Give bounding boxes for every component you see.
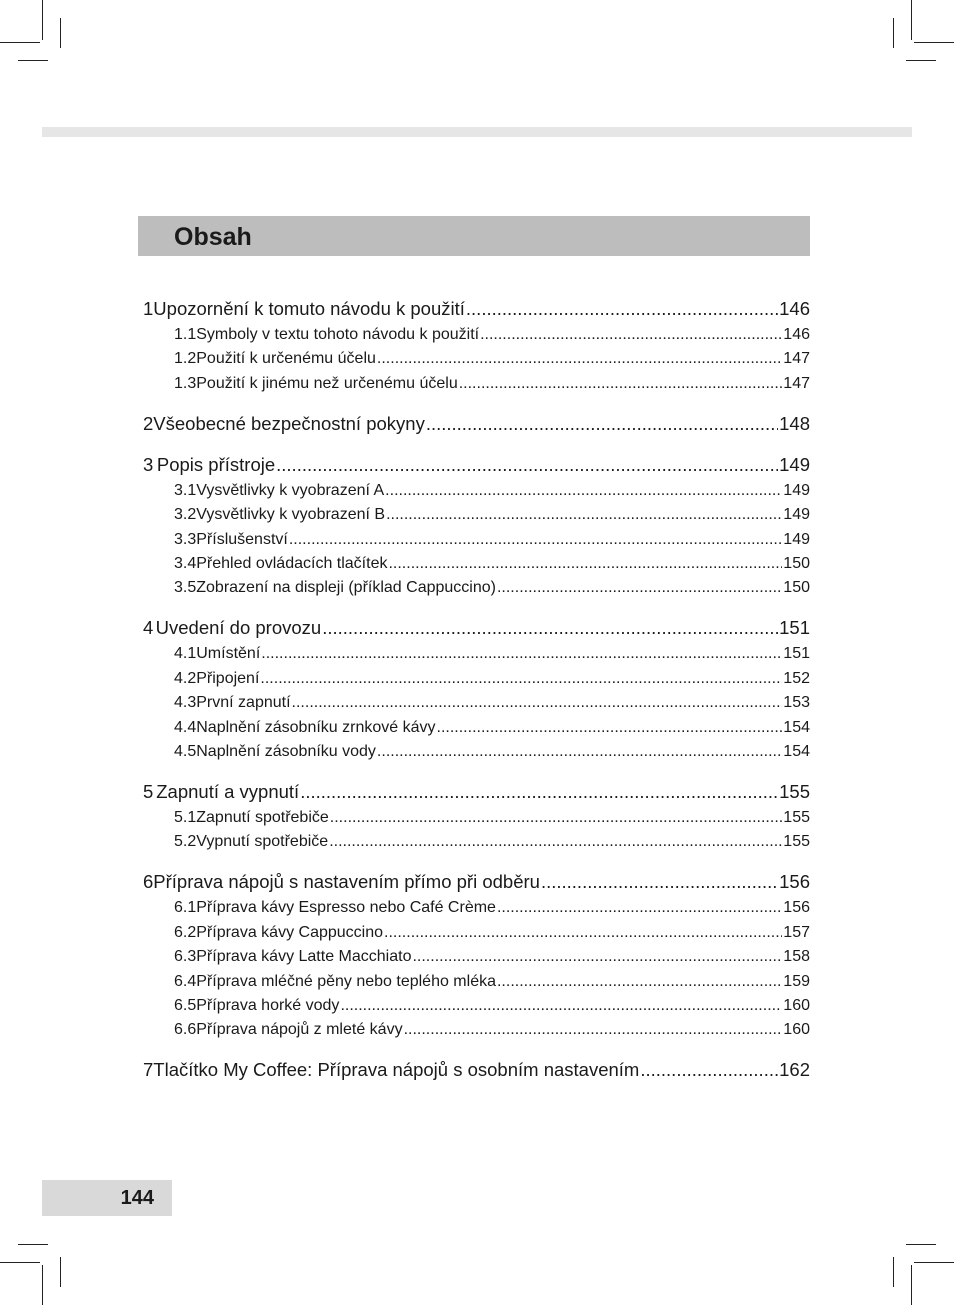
toc-num: 4.1 (174, 645, 197, 663)
toc-text: Přehled ovládacích tlačítek (196, 555, 388, 572)
toc-page: 151 (783, 645, 810, 663)
toc-section[interactable] (140, 973, 810, 991)
toc-num: 3.1 (174, 481, 197, 499)
toc-num: 1.1 (174, 326, 197, 343)
toc-page: 153 (783, 694, 810, 712)
toc-num: 4.2 (174, 669, 197, 687)
toc-section[interactable] (140, 719, 810, 737)
toc-leader-dots (437, 719, 783, 737)
toc-text: Zobrazení na displeji (příklad Cappuccino) (196, 579, 496, 597)
crop-mark (914, 42, 954, 43)
toc-leader-dots (640, 1059, 778, 1081)
toc-leader-dots (459, 375, 783, 393)
toc-text: Naplnění zásobníku zrnkové kávy (196, 718, 436, 736)
toc-section[interactable] (140, 743, 810, 761)
toc-section[interactable] (140, 506, 810, 524)
toc-num: 6 (143, 871, 154, 893)
crop-mark (911, 1265, 912, 1305)
toc-page: 152 (783, 669, 810, 687)
toc-section[interactable] (140, 833, 810, 851)
toc-section[interactable] (140, 899, 810, 917)
toc-page: 155 (779, 781, 810, 802)
toc-leader-dots (329, 833, 782, 851)
toc-page: 150 (783, 579, 810, 597)
toc-chapter[interactable] (140, 298, 810, 320)
toc-text: Příprava nápojů z mleté kávy (196, 1021, 403, 1039)
toc-text: Symboly v textu tohoto návodu k použití (196, 326, 480, 343)
toc-page: 146 (783, 326, 810, 343)
toc-text: Uvedení do provozu (155, 617, 322, 639)
toc-section[interactable] (140, 670, 810, 688)
toc-text: Popis přístroje (156, 453, 276, 475)
toc-section[interactable] (140, 326, 810, 344)
toc-text: Příprava kávy Latte Macchiato (196, 948, 412, 966)
toc-text: Použití k určenému účelu (196, 350, 376, 368)
toc-page: 151 (779, 617, 810, 639)
toc-text: Vysvětlivky k vyobrazení B (196, 506, 386, 524)
page-number-box (42, 1180, 172, 1216)
toc-section[interactable] (140, 375, 810, 393)
toc-num: 3.5 (174, 579, 197, 597)
toc-num: 6.1 (174, 899, 197, 917)
crop-mark (0, 1262, 40, 1263)
crop-mark (0, 42, 40, 43)
toc-text: Připojení (196, 669, 260, 687)
toc-section[interactable] (140, 694, 810, 712)
toc-leader-dots (300, 781, 778, 803)
crop-mark (906, 60, 936, 61)
toc-num: 7 (143, 1059, 154, 1081)
toc-text: Příprava kávy Cappuccino (196, 923, 384, 941)
toc-num: 3 (143, 453, 154, 475)
crop-mark (42, 1265, 43, 1305)
title-band (138, 216, 810, 256)
toc-text: Tlačítko My Coffee: Příprava nápojů s osobním nastavením (153, 1059, 640, 1081)
toc-num: 5.1 (174, 809, 197, 826)
toc-text: Zapnutí a vypnutí (156, 781, 300, 802)
toc-chapter[interactable] (140, 871, 810, 893)
toc-section[interactable] (140, 531, 810, 549)
toc-text: Všeobecné bezpečnostní pokyny (153, 412, 425, 434)
toc-leader-dots (541, 871, 778, 893)
toc-section[interactable] (140, 350, 810, 368)
toc-page: 149 (783, 506, 810, 524)
toc-section[interactable] (140, 924, 810, 942)
toc-page: 146 (779, 298, 810, 319)
toc-text: Příslušenství (196, 530, 288, 548)
crop-mark (18, 60, 48, 61)
crop-mark (911, 0, 912, 40)
toc-page: 157 (783, 923, 810, 941)
page-title: Obsah (174, 223, 252, 251)
toc-page: 159 (783, 972, 810, 990)
toc-page: 162 (779, 1059, 810, 1081)
toc-num: 1.2 (174, 350, 197, 368)
toc-page: 147 (783, 350, 810, 368)
toc-leader-dots (412, 948, 782, 966)
crop-mark (42, 0, 43, 40)
toc-num: 4 (143, 617, 154, 639)
header-bar (42, 127, 912, 137)
toc-page: 147 (783, 374, 810, 392)
toc-leader-dots (404, 1021, 783, 1039)
toc-page: 160 (783, 997, 810, 1014)
toc-num: 6.3 (174, 948, 197, 966)
crop-mark (60, 1257, 61, 1287)
toc-text: Příprava horké vody (196, 997, 340, 1014)
toc-section[interactable] (140, 948, 810, 966)
toc-text: Zapnutí spotřebiče (196, 809, 329, 826)
toc-text: Umístění (196, 645, 261, 663)
toc-num: 6.4 (174, 972, 197, 990)
toc-leader-dots (276, 454, 778, 476)
crop-mark (60, 18, 61, 48)
toc-section[interactable] (140, 809, 810, 827)
toc-text: Použití k jinému než určenému účelu (196, 374, 458, 392)
toc-text: Příprava nápojů s nastavením přímo při odběru (153, 871, 540, 893)
toc-leader-dots (466, 298, 778, 320)
toc-num: 3.2 (174, 506, 197, 524)
toc-page: 149 (779, 453, 810, 475)
toc-leader-dots (497, 899, 782, 917)
toc-num: 3.4 (174, 555, 197, 572)
toc-page: 155 (783, 809, 810, 826)
crop-mark (906, 1244, 936, 1245)
toc-page: 156 (779, 871, 810, 893)
toc-text: Vysvětlivky k vyobrazení A (196, 481, 385, 499)
toc-num: 1.3 (174, 374, 197, 392)
toc-chapter[interactable] (140, 413, 810, 435)
crop-mark (914, 1262, 954, 1263)
toc-num: 4.5 (174, 743, 197, 760)
toc-page: 160 (783, 1021, 810, 1039)
toc-leader-dots (377, 743, 782, 761)
toc-leader-dots (340, 997, 782, 1015)
toc-num: 3.3 (174, 530, 197, 548)
toc-chapter[interactable] (140, 454, 810, 476)
crop-mark (893, 1257, 894, 1287)
toc-page: 149 (783, 481, 810, 499)
toc-section[interactable] (140, 1021, 810, 1039)
page-number: 144 (120, 1187, 154, 1209)
toc-num: 5 (143, 781, 154, 802)
toc-text: První zapnutí (196, 694, 291, 712)
toc-num: 5.2 (174, 833, 197, 851)
toc-page: 154 (783, 743, 810, 760)
toc-leader-dots (426, 413, 778, 435)
toc-leader-dots (260, 670, 782, 688)
toc-chapter[interactable] (140, 617, 810, 639)
toc-section[interactable] (140, 555, 810, 573)
toc-num: 4.3 (174, 694, 197, 712)
toc-page: 154 (783, 718, 810, 736)
toc-page: 150 (783, 555, 810, 572)
toc-page: 148 (779, 412, 810, 434)
toc-leader-dots (385, 482, 782, 500)
toc-leader-dots (377, 350, 782, 368)
toc-leader-dots (261, 645, 782, 663)
toc-leader-dots (384, 924, 782, 942)
toc-page: 155 (783, 833, 810, 851)
toc-page: 156 (783, 899, 810, 917)
toc-leader-dots (497, 973, 782, 991)
toc-num: 6.5 (174, 997, 197, 1014)
toc-text: Příprava mléčné pěny nebo teplého mléka (196, 972, 496, 990)
toc-section[interactable] (140, 997, 810, 1015)
toc-page: 158 (783, 948, 810, 966)
toc-text: Příprava kávy Espresso nebo Café Crème (196, 899, 496, 917)
toc-num: 6.2 (174, 923, 197, 941)
toc-leader-dots (480, 326, 782, 344)
toc-page: 149 (783, 530, 810, 548)
toc-num: 6.6 (174, 1021, 197, 1039)
toc-section[interactable] (140, 482, 810, 500)
toc-leader-dots (330, 809, 783, 827)
toc-leader-dots (292, 694, 783, 712)
toc-section[interactable] (140, 645, 810, 663)
toc-leader-dots (322, 617, 778, 639)
toc-leader-dots (386, 506, 782, 524)
toc-num: 1 (143, 298, 154, 319)
crop-mark (18, 1244, 48, 1245)
toc-text: Naplnění zásobníku vody (196, 743, 376, 760)
crop-mark (893, 18, 894, 48)
toc-chapter[interactable] (140, 1059, 810, 1081)
toc-num: 4.4 (174, 718, 197, 736)
toc-text: Vypnutí spotřebiče (196, 833, 329, 851)
toc-leader-dots (497, 579, 782, 597)
toc-text: Upozornění k tomuto návodu k použití (153, 298, 465, 319)
toc-section[interactable] (140, 579, 810, 597)
toc-leader-dots (289, 531, 782, 549)
toc-num: 2 (143, 412, 154, 434)
toc-chapter[interactable] (140, 781, 810, 803)
toc-leader-dots (388, 555, 782, 573)
